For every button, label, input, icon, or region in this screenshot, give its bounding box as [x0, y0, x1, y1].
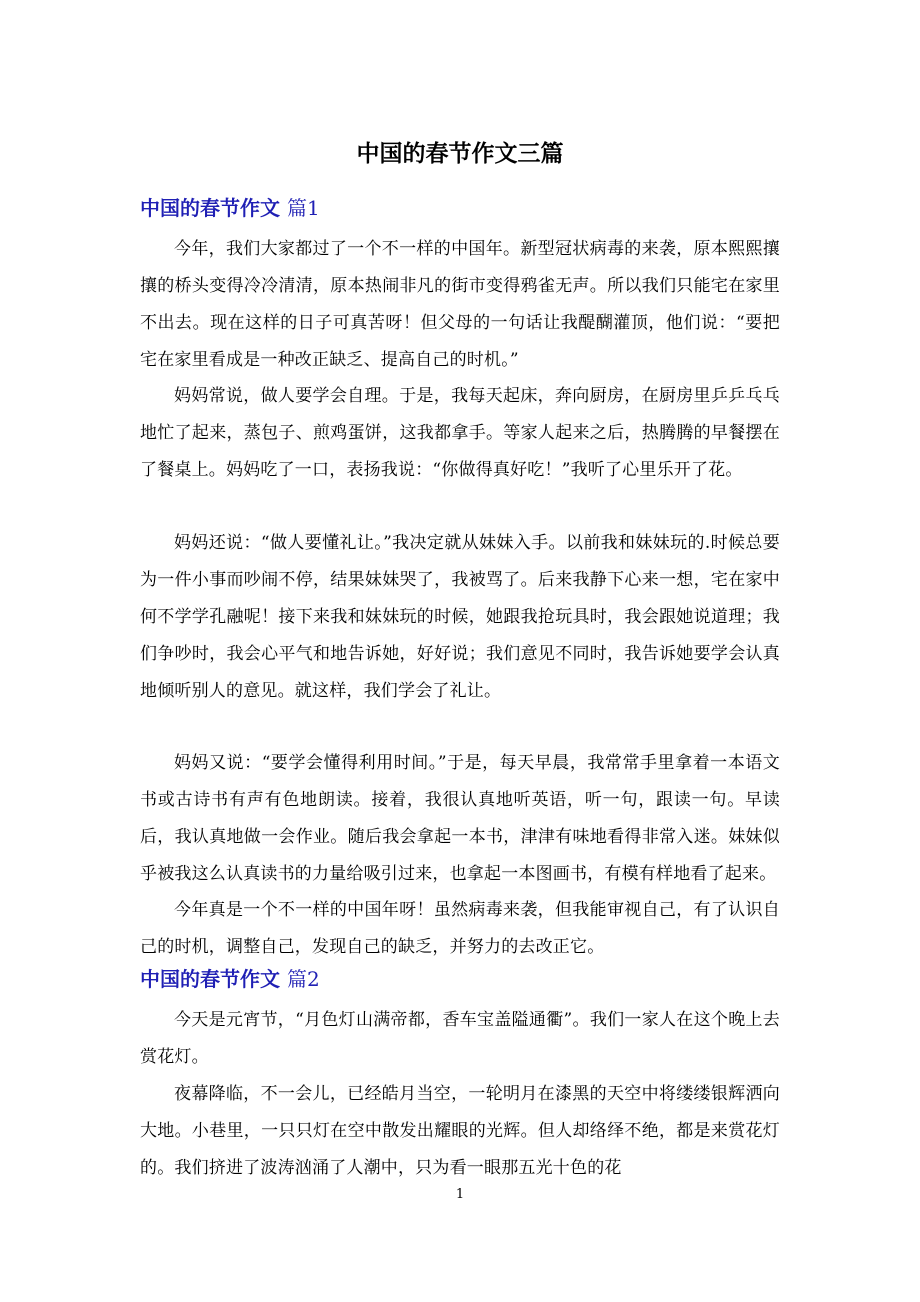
- paragraph: 夜幕降临，不一会儿，已经皓月当空，一轮明月在漆黑的天空中将缕缕银辉洒向大地。小巷里，一只只灯在空中散发出耀眼的光辉。但人却络绎不绝，都是来赏花灯的。我们挤进了波涛汹涌了人潮中，只为看一眼那五光十色的花: [140, 1084, 780, 1178]
- section-heading-number: 篇2: [286, 967, 320, 991]
- document-title: 中国的春节作文三篇: [356, 141, 564, 167]
- section-heading-1: [140, 194, 780, 222]
- page-number: 1: [455, 1187, 465, 1202]
- paragraph: 今年真是一个不一样的中国年呀！虽然病毒来袭，但我能审视自己，有了认识自己的时机，调整自己，发现自己的缺乏，并努力的去改正它。: [140, 900, 780, 957]
- section-heading-2: [140, 965, 780, 993]
- section-heading-text: 中国的春节作文: [140, 196, 280, 220]
- section-heading-text: 中国的春节作文: [140, 967, 280, 991]
- paragraph: 妈妈还说：“做人要懂礼让。”我决定就从妹妹入手。以前我和妹妹玩的.时候总要为一件小事而吵闹不停，结果妹妹哭了，我被骂了。后来我静下心来一想，宅在家中何不学学孔融呢！接下来我和妹妹玩的时候，她跟我抢玩具时，我会跟她说道理；我们争吵时，我会心平气和地告诉她，好好说；我们意见不同时，我告诉她要学会认真地倾听别人的意见。就这样，我们学会了礼让。: [140, 533, 780, 701]
- paragraph: 妈妈常说，做人要学会自理。于是，我每天起床，奔向厨房，在厨房里乒乒乓乓地忙了起来，蒸包子、煎鸡蛋饼，这我都拿手。等家人起来之后，热腾腾的早餐摆在了餐桌上。妈妈吃了一口，表扬我说：“你做得真好吃！”我听了心里乐开了花。: [140, 386, 780, 480]
- section-heading-number: 篇1: [286, 196, 320, 220]
- paragraph: 妈妈又说：“要学会懂得利用时间。”于是，每天早晨，我常常手里拿着一本语文书或古诗书有声有色地朗读。接着，我很认真地听英语，听一句，跟读一句。早读后，我认真地做一会作业。随后我会拿起一本书，津津有味地看得非常入迷。妹妹似乎被我这么认真读书的力量给吸引过来，也拿起一本图画书，有模有样地看了起来。: [140, 753, 780, 884]
- paragraph: 今年，我们大家都过了一个不一样的中国年。新型冠状病毒的来袭，原本熙熙攘攘的桥头变得冷冷清清，原本热闹非凡的街市变得鸦雀无声。所以我们只能宅在家里不出去。现在这样的日子可真苦呀！但父母的一句话让我醍醐灌顶，他们说：“要把宅在家里看成是一种改正缺乏、提高自己的时机。”: [140, 239, 780, 370]
- paragraph: 今天是元宵节，“月色灯山满帝都，香车宝盖隘通衢”。我们一家人在这个晚上去赏花灯。: [140, 1010, 780, 1067]
